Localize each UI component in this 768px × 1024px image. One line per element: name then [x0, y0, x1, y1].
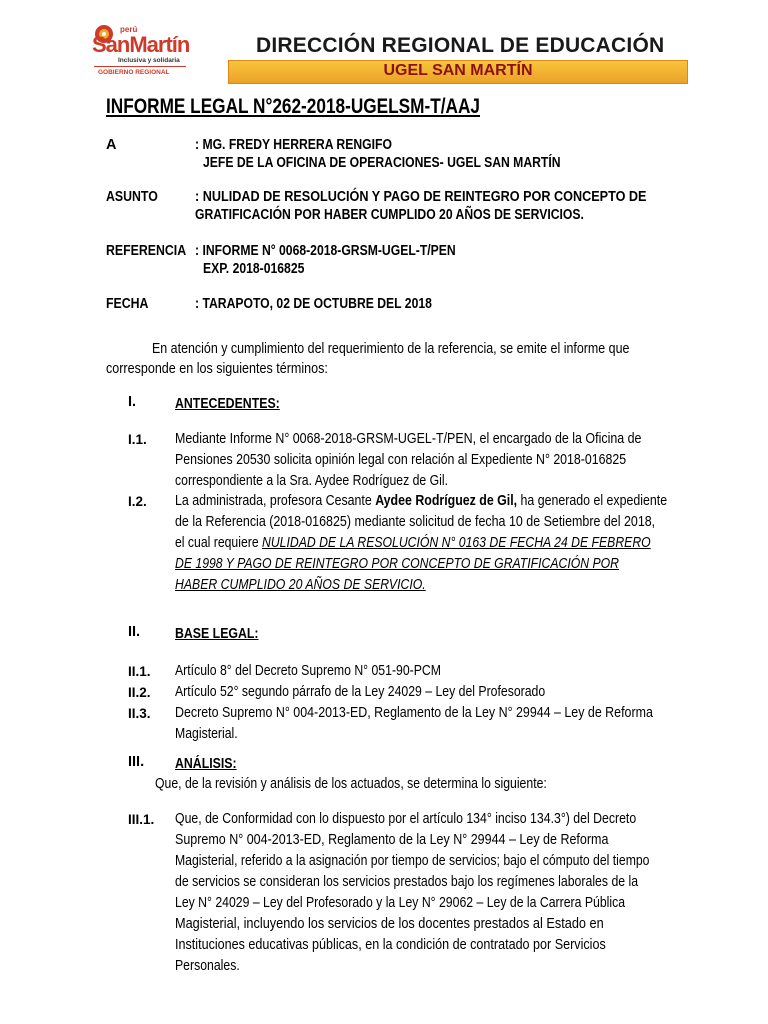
item-iii1-line3: Magisterial, referido a la asignación por tiempo de servicios; bajo el cómputo del tiempo	[175, 853, 650, 869]
item-i2-request-1: NULIDAD DE LA RESOLUCIÓN N° 0163 DE FECHA 24 DE FEBRERO	[262, 535, 651, 551]
item-iii1-line1: Que, de Conformidad con lo dispuesto por el artículo 134° inciso 134.3°) del Decreto	[175, 811, 637, 827]
section-2-title: BASE LEGAL:	[175, 626, 259, 642]
field-a-label: A	[106, 137, 117, 153]
section-2-number: II.	[128, 624, 141, 640]
logo	[88, 22, 192, 80]
field-asunto-label: ASUNTO	[106, 189, 158, 205]
field-asunto-line2: GRATIFICACIÓN POR HABER CUMPLIDO 20 AÑOS DE SERVICIOS.	[195, 207, 584, 223]
item-iii1-line7: Instituciones educativas públicas, en la condición de contratado por Servicios	[175, 937, 606, 953]
field-a-line1: : MG. FREDY HERRERA RENGIFO	[195, 137, 392, 153]
item-ii3-line2: Magisterial.	[175, 726, 238, 742]
item-ii2-text: Artículo 52° segundo párrafo de la Ley 24029 – Ley del Profesorado	[175, 684, 546, 700]
item-i2-name: Aydee Rodríguez de Gil,	[375, 493, 518, 509]
item-ii3-number: II.3.	[128, 706, 151, 721]
field-a-line2: JEFE DE LA OFICINA DE OPERACIONES- UGEL SAN MARTÍN	[203, 155, 561, 171]
item-i2-line1-a: La administrada, profesora Cesante	[175, 493, 376, 509]
item-i1-number: I.1.	[128, 432, 147, 447]
logo-brand: SanMartín	[92, 32, 190, 57]
field-asunto-line1: : NULIDAD DE RESOLUCIÓN Y PAGO DE REINTEGRO POR CONCEPTO DE	[195, 189, 647, 205]
item-i2-number: I.2.	[128, 494, 147, 509]
item-i1-line3: correspondiente a la Sra. Aydee Rodríguez de Gil.	[175, 473, 449, 489]
logo-org: GOBIERNO REGIONAL	[98, 69, 170, 76]
item-iii1-number: III.1.	[128, 812, 155, 827]
item-i2-line1-c: ha generado el expediente	[517, 493, 668, 509]
item-i2-line2: de la Referencia (2018-016825) mediante solicitud de fecha 10 de Setiembre del 2018,	[175, 514, 656, 530]
section-3-title: ANÁLISIS:	[175, 756, 237, 772]
logo-divider	[94, 66, 186, 67]
item-i2-line3	[175, 533, 651, 554]
item-ii2-number: II.2.	[128, 685, 151, 700]
item-i2-line1	[175, 491, 667, 512]
item-i1-line2: Pensiones 20530 solicita opinión legal con relación al Expediente N° 2018-016825	[175, 452, 627, 468]
field-referencia-label: REFERENCIA	[106, 243, 187, 259]
item-iii1-line6: Magisterial, incluyendo los servicios de los docentes prestados al Estado en	[175, 916, 604, 932]
item-i2-request-3: HABER CUMPLIDO 20 AÑOS DE SERVICIO.	[175, 577, 426, 593]
section-1-title: ANTECEDENTES:	[175, 396, 280, 412]
item-iii1-line8: Personales.	[175, 958, 240, 974]
field-referencia-line1: : INFORME N° 0068-2018-GRSM-UGEL-T/PEN	[195, 243, 456, 259]
header-subtitle: UGEL SAN MARTÍN	[383, 62, 533, 79]
section-1-number: I.	[128, 394, 137, 410]
logo-tagline: Inclusiva y solidaria	[118, 57, 180, 64]
item-iii1-line2: Supremo N° 004-2013-ED, Reglamento de la Ley N° 29944 – Ley de Reforma	[175, 832, 609, 848]
section-3-number: III.	[128, 754, 145, 770]
header-title: DIRECCIÓN REGIONAL DE EDUCACIÓN	[256, 34, 665, 57]
report-title: INFORME LEGAL N°262-2018-UGELSM-T/AAJ	[106, 95, 480, 118]
section-3-intro: Que, de la revisión y análisis de los actuados, se determina lo siguiente:	[155, 776, 547, 792]
item-i2-line3-a: el cual requiere	[175, 535, 263, 551]
item-ii1-text: Artículo 8° del Decreto Supremo N° 051-90-PCM	[175, 663, 441, 679]
item-i1-line1: Mediante Informe N° 0068-2018-GRSM-UGEL-T/PEN, el encargado de la Oficina de	[175, 431, 642, 447]
item-ii1-number: II.1.	[128, 664, 151, 679]
item-iii1-line4: de servicios se consideran los servicios prestados bajo los regímenes laborales de la	[175, 874, 639, 890]
item-iii1-line5: Ley N° 24029 – Ley del Profesorado y la Ley N° 29062 – Ley de la Carrera Pública	[175, 895, 626, 911]
item-i2-request-2: DE 1998 Y PAGO DE REINTEGRO POR CONCEPTO DE GRATIFICACIÓN POR	[175, 556, 619, 572]
field-referencia-line2: EXP. 2018-016825	[203, 261, 305, 277]
intro-line2: corresponde en los siguientes términos:	[106, 361, 328, 377]
field-fecha-value: : TARAPOTO, 02 DE OCTUBRE DEL 2018	[195, 296, 432, 312]
logo-country: perú	[120, 25, 138, 34]
intro-line1: En atención y cumplimiento del requerimiento de la referencia, se emite el informe que	[152, 341, 630, 357]
field-fecha-label: FECHA	[106, 296, 149, 312]
header-band	[228, 60, 688, 84]
item-ii3-line1: Decreto Supremo N° 004-2013-ED, Reglamento de la Ley N° 29944 – Ley de Reforma	[175, 705, 653, 721]
